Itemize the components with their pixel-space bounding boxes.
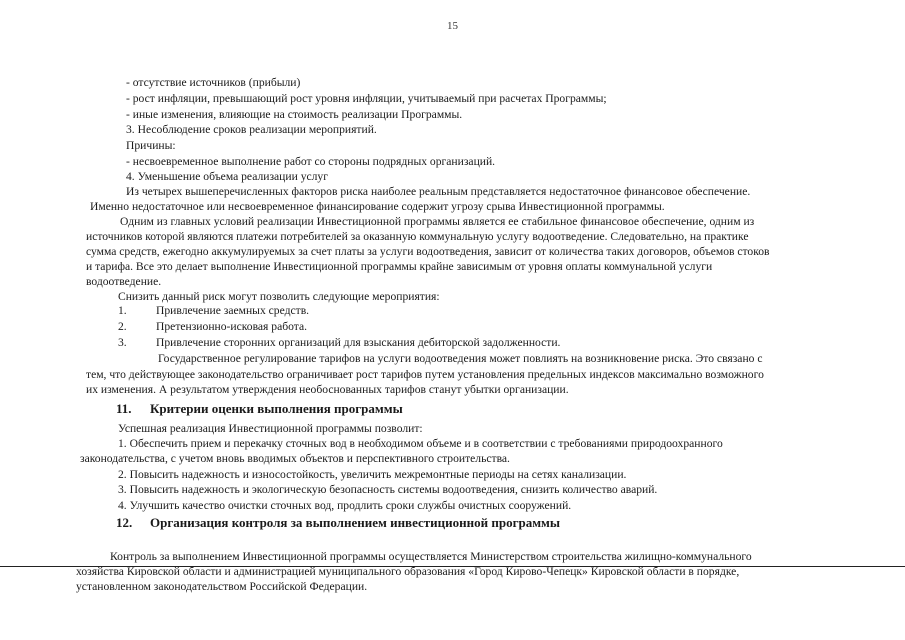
text-line: водоотведение. bbox=[86, 275, 162, 288]
page-number: 15 bbox=[447, 20, 458, 32]
measure-number: 2. bbox=[118, 320, 127, 333]
text-line: Причины: bbox=[126, 139, 176, 152]
section-title: Организация контроля за выполнением инвестиционной программы bbox=[150, 515, 561, 530]
text-line: 4. Уменьшение объема реализации услуг bbox=[126, 170, 328, 183]
text-line: 2. Повысить надежность и износостойкость, увеличить межремонтные периоды на сетях канализации. bbox=[118, 468, 627, 481]
text-line: - несвоевременное выполнение работ со стороны подрядных организаций. bbox=[126, 155, 496, 168]
measure-number: 1. bbox=[118, 304, 127, 317]
section-number: 12. bbox=[116, 515, 133, 530]
section-11-heading bbox=[116, 401, 403, 417]
text-line: 1. Обеспечить прием и перекачку сточных вод в необходимом объеме и в соответствии с требованиями природоохранного bbox=[118, 437, 723, 450]
text-line: их изменения. А результатом утверждения необоснованных тарифов станут убытки организации. bbox=[86, 383, 569, 396]
section-number: 11. bbox=[116, 401, 132, 416]
text-line: Снизить данный риск могут позволить следующие мероприятия: bbox=[118, 290, 440, 303]
text-line: Успешная реализация Инвестиционной программы позволит: bbox=[118, 422, 423, 435]
text-line: - рост инфляции, превышающий рост уровня инфляции, учитываемый при расчетах Программы; bbox=[126, 92, 607, 105]
text-line: Именно недостаточное или несвоевременное финансирование содержит угрозу срыва Инвестиционной программы. bbox=[90, 200, 665, 213]
text-line: Из четырех вышеперечисленных факторов риска наиболее реальным представляется недостаточное финансовое обеспечение. bbox=[126, 185, 751, 198]
text-line: Одним из главных условий реализации Инвестиционной программы является ее стабильное финансовое обеспечение, одним из bbox=[120, 215, 755, 228]
text-line: 3. Повысить надежность и экологическую безопасность системы водоотведения, снизить количество аварий. bbox=[118, 483, 658, 496]
text-line: хозяйства Кировской области и администрацией муниципального образования «Город Кирово-Чепецк» Кировской области в порядке, bbox=[76, 565, 740, 578]
text-line: Контроль за выполнением Инвестиционной программы осуществляется Министерством строительства жилищно-коммунального bbox=[110, 550, 752, 563]
section-title: Критерии оценки выполнения программы bbox=[150, 401, 403, 416]
text-line: Государственное регулирование тарифов на услуги водоотведения может повлиять на возникновение риска. Это связано с bbox=[158, 352, 763, 365]
measure-text: Претензионно-исковая работа. bbox=[156, 320, 308, 333]
text-line: сумма средств, ежегодно аккумулируемых за счет платы за услуги водоотведения, зависит от количества таких договоров, объемов стоков bbox=[86, 245, 770, 258]
text-line: 3. Несоблюдение сроков реализации мероприятий. bbox=[126, 123, 377, 136]
text-line: 4. Улучшить качество очистки сточных вод, продлить сроки службы очистных сооружений. bbox=[118, 499, 572, 512]
measure-number: 3. bbox=[118, 336, 127, 349]
text-line: и тарифа. Все это делает выполнение Инвестиционной программы крайне зависимым от уровня оплаты коммунальной услуги bbox=[86, 260, 713, 273]
text-line: тем, что действующее законодательство ограничивает рост тарифов путем установления предельных индексов максимально возможного bbox=[86, 368, 764, 381]
text-line: установленном законодательством Российской Федерации. bbox=[76, 580, 368, 593]
text-line: законодательства, с учетом вновь вводимых объектов и перспективного строительства. bbox=[80, 452, 510, 465]
text-line: источников которой являются платежи потребителей за оказанную коммунальную услугу водоотведение. Следовательно, на практике bbox=[86, 230, 749, 243]
section-12-heading bbox=[116, 515, 560, 531]
measure-text: Привлечение заемных средств. bbox=[156, 304, 310, 317]
text-line: - иные изменения, влияющие на стоимость реализации Программы. bbox=[126, 108, 463, 121]
measure-text: Привлечение сторонних организаций для взыскания дебиторской задолженности. bbox=[156, 336, 561, 349]
text-line: - отсутствие источников (прибыли) bbox=[126, 76, 301, 89]
